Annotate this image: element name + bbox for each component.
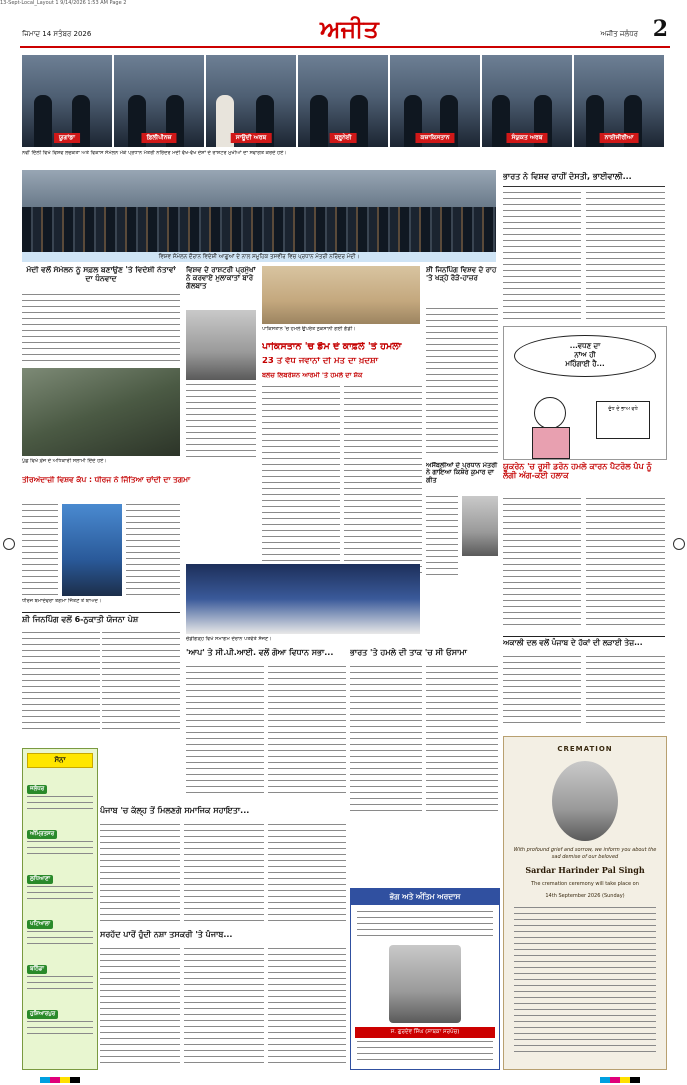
article-body [426, 308, 498, 458]
headline: ਪਾਕਿਸਤਾਨ 'ਚ ਡੈਮ ਦੇ ਕਾਫ਼ਲੇ 'ਤੇ ਹਮਲਾ [262, 342, 402, 352]
article-body [126, 504, 180, 596]
leader-photo [574, 55, 664, 147]
article-body [586, 498, 665, 628]
newspaper-logo: ਅਜੀਤ [320, 14, 379, 43]
cremation-date: 14th September 2026 (Sunday) [545, 893, 625, 899]
photo-caption: ਪੁੰਛ ਵਿਖੇ ਫ਼ੌਜ ਦੇ ਅਧਿਕਾਰੀ ਸਲਾਮੀ ਦਿੰਦੇ ਹੋਏ। [22, 458, 107, 464]
article-body [268, 666, 346, 798]
speech-bubble [514, 335, 656, 377]
headline: ਮੋਦੀ ਵਲੋਂ ਸੰਮੇਲਨ ਨੂੰ ਸਫ਼ਲ ਬਣਾਉਣ 'ਤੇ ਵਿਦੇਸ਼ੀ ਨੇਤਾਵਾਂ ਦਾ ਧੰਨਵਾਦ [26, 266, 176, 283]
portrait-photo [389, 945, 461, 1023]
article-body [100, 948, 180, 1068]
headline: ਸ਼ੀ ਜਿਨਪਿੰਗ ਵਿਸ਼ਵ ਦੇ ਰਾਹ 'ਤੇ ਖੜ੍ਹੇ ਰੋੜੇ-ਹਾਜ਼ਰ [426, 266, 497, 283]
deceased-name: Sardar Harinder Pal Singh [525, 865, 645, 875]
leader-photo [390, 55, 480, 147]
market-box-title: ਸੋਨਾ [27, 753, 93, 768]
top-photo-caption: ਨਵੀਂ ਦਿੱਲੀ ਵਿਖੇ ਵਿਸ਼ਵ ਲਚਕਤਾ ਅਤੇ ਵਿਕਾਸ ਸੰਮੇਲਨ ਮੌਕੇ ਪ੍ਰਧਾਨ ਮੰਤਰੀ ਨਰਿੰਦਰ ਮੋਦੀ ਵੱਖ-ਵੱਖ ਦੇਸ਼ਾਂ ਦੇ ਰਾਸ਼ਟਰ ਮੁਖੀਆਂ ਦਾ ਸਵਾਗਤ ਕਰਦੇ ਹੋਏ। [22, 150, 287, 156]
article-body [262, 386, 340, 576]
country-label: ਕਜ਼ਾਕਿਸਤਾਨ [415, 133, 454, 143]
country-label: ਸਾਊਦੀ ਅਰਬ [231, 133, 272, 143]
kicker: ਬਲੋਚ ਲਿਬਰੇਸ਼ਨ ਆਰਮੀ 'ਤੇ ਹਮਲੇ ਦਾ ਸ਼ੱਕ [262, 372, 363, 379]
country-label: ਫ਼ਿਲੀਪੀਨਜ਼ [141, 133, 176, 143]
article-body [22, 504, 58, 596]
right-top-headline: ਭਾਰਤ ਨੇ ਵਿਸ਼ਵ ਰਾਹੀਂ ਦੋਸਤੀ, ਭਾਈਵਾਲੀ... [503, 172, 665, 187]
headline: ਸਰਹੱਦ ਪਾਰੋਂ ਹੁੰਦੀ ਨਸ਼ਾ ਤਸਕਰੀ 'ਤੇ ਪੰਜਾਬ... [100, 930, 233, 939]
article-body [186, 666, 264, 798]
cartoon-body-icon [532, 427, 570, 459]
article-body [426, 496, 458, 576]
country-label: ਬ੍ਰੂਨੇਈ [330, 133, 357, 143]
article-body [586, 192, 665, 322]
headline: ਸ਼ੀ ਜਿਨਪਿੰਗ ਵਲੋਂ 6-ਨੁਕਾਤੀ ਯੋਜਨਾ ਪੇਸ਼ [22, 612, 180, 629]
article-body [268, 948, 346, 1068]
bhog-notice [350, 888, 500, 1070]
event-photo [186, 564, 420, 634]
article-body [184, 824, 264, 924]
cartoon [503, 326, 667, 460]
cartoon-line-2: ਨਾਂਅ ਹੀ [574, 351, 596, 359]
subheadline: 23 ਤੋਂ ਵੱਧ ਜਵਾਨਾਂ ਦੀ ਮੌਤ ਦਾ ਖ਼ਦਸ਼ਾ [262, 357, 379, 366]
group-photo [22, 170, 496, 262]
photo-caption: ਪਾਕਿਸਤਾਨ 'ਚ ਹਮਲੇ ਉਪਰੰਤ ਨੁਕਸਾਨੀ ਗਈ ਗੱਡੀ। [262, 326, 356, 332]
bhog-name: ਸ. ਗੁਰਦੇਵ ਸਿੰਘ (ਸਾਬਕਾ ਸਰਪੰਚ) [355, 1027, 495, 1038]
leader-photo [206, 55, 296, 147]
headline: ਅਸੈਂਬਲੀਆਂ ਦੇ ਪ੍ਰਧਾਨ ਮੰਤਰੀ ਨੇ ਗਾਇਆ ਕਿਸ਼ੋਰ ਕੁਮਾਰ ਦਾ ਗੀਤ [426, 462, 498, 484]
athlete-photo [62, 504, 122, 596]
city-tag: ਹੁਸ਼ਿਆਰਪੁਰ [27, 1010, 58, 1019]
country-label: ਨਾਈਜੀਰੀਆ [600, 133, 639, 143]
headline: ਤੀਰਅੰਦਾਜ਼ੀ ਵਿਸ਼ਵ ਕੱਪ : ਧੀਰਜ ਨੇ ਜਿੱਤਿਆ ਚਾਂਦੀ ਦਾ ਤਗਮਾ [22, 476, 191, 484]
country-label: ਸੰਯੁਕਤ ਅਰਬ [506, 133, 547, 143]
article-body [268, 824, 346, 924]
registration-mark-icon [3, 538, 15, 550]
photo-caption: ਚੰਡੀਗੜ੍ਹ ਵਿਖੇ ਸਮਾਗਮ ਦੌਰਾਨ ਪਤਵੰਤੇ ਸੱਜਣ। [186, 636, 272, 642]
city-tag: ਬਠਿੰਡਾ [27, 965, 47, 974]
headline: ਭਾਰਤ 'ਤੇ ਹਮਲੇ ਦੀ ਤਾਕ 'ਚ ਸੀ ਓਸਾਮਾ [350, 648, 467, 657]
article-body [184, 948, 264, 1068]
color-registration-bar [40, 1077, 80, 1083]
cartoon-face-icon [534, 397, 566, 429]
army-photo [22, 368, 180, 456]
leader-photo [298, 55, 388, 147]
top-photo-strip [22, 55, 664, 147]
masthead-date: ਜਿਮਾਦ 14 ਸਤੰਬਰ 2026 [22, 30, 92, 38]
article-body [586, 656, 665, 726]
city-tag: ਜਲੰਧਰ [27, 785, 47, 794]
article-body [100, 824, 180, 924]
portrait-photo [462, 496, 498, 556]
cremation-intro: With profound grief and sorrow, we inform you about the sad demise of our beloved [513, 847, 657, 860]
leader-photo [22, 55, 112, 147]
registration-mark-icon [673, 538, 685, 550]
accident-photo [262, 266, 420, 324]
portrait-photo [552, 761, 618, 841]
headline: ਯੂਕਰੇਨ 'ਚ ਰੂਸੀ ਡਰੋਨ ਹਮਲੇ ਕਾਰਨ ਪੈਟਰੋਲ ਪੰਪ ਨੂੰ ਲੱਗੀ ਅੱਗ-ਕਈ ਹਲਾਕ [503, 462, 652, 481]
article-body [22, 294, 180, 364]
city-tag: ਪਟਿਆਲਾ [27, 920, 53, 929]
article-body [186, 384, 256, 462]
cartoon-line-3: ਮਹਿੰਗਾਈ ਹੈ... [565, 360, 605, 368]
city-tag: ਲੁਧਿਆਣਾ [27, 875, 53, 884]
market-rates-box [22, 748, 98, 1070]
article-body [426, 666, 498, 816]
masthead-edition: ਅਜੀਤ ਜਲੰਧਰ [600, 30, 638, 38]
page-number: 2 [652, 16, 668, 42]
article-body [102, 632, 180, 730]
cremation-notice [503, 736, 667, 1070]
country-label: ਯੂਗਾਂਡਾ [54, 133, 80, 143]
leader-photo [482, 55, 572, 147]
article-body [503, 192, 581, 322]
city-tag: ਅੰਮ੍ਰਿਤਸਰ [27, 830, 57, 839]
headline: ਅਕਾਲੀ ਦਲ ਵਲੋਂ ਪੰਜਾਬ ਦੇ ਹੱਕਾਂ ਦੀ ਲੜਾਈ ਤੇਜ਼... [503, 636, 665, 653]
cartoon-line-1: ...ਵਧਣ ਦਾ [569, 342, 601, 350]
headline: 'ਆਪ' ਤੇ ਸੀ.ਪੀ.ਆਈ. ਵਲੋਂ ਗੋਆ ਵਿਧਾਨ ਸਭਾ... [186, 648, 334, 657]
headline: ਵਿਸ਼ਵ ਦੇ ਰਾਸ਼ਟਰੀ ਪ੍ਰਮੁੱਖਾਂ ਨੇ ਕਰਵਾਏ ਮੁਲਾਕਾਤਾਂ ਬਾਰੇ ਗੱਲਬਾਤ [186, 266, 256, 291]
leader-photo [114, 55, 204, 147]
color-registration-bar [600, 1077, 640, 1083]
bhog-heading: ਭੋਗ ਅਤੇ ਅੰਤਿਮ ਅਰਦਾਸ [351, 889, 499, 905]
article-body [22, 632, 100, 730]
masthead [20, 16, 670, 48]
article-body [350, 666, 422, 816]
cremation-details: The cremation ceremony will take place on [531, 881, 639, 887]
article-body [344, 386, 422, 576]
article-body [503, 656, 581, 726]
group-photo-caption: ਵਿਸ਼ਵ ਸੰਮੇਲਨ ਦੌਰਾਨ ਵਿਦੇਸ਼ੀ ਆਗੂਆਂ ਦੇ ਨਾਲ ਸਮੂਹਿਕ ਤਸਵੀਰ ਵਿਚ ਪ੍ਰਧਾਨ ਮੰਤਰੀ ਨਰਿੰਦਰ ਮੋਦੀ। [22, 252, 496, 262]
print-slug: 13-Sept-Local_Layout 1 9/14/2026 1:53 AM Page 2 [0, 0, 127, 6]
cremation-heading: CREMATION [557, 745, 613, 753]
article-body [503, 498, 581, 628]
headline: ਪੰਜਾਬ 'ਚ ਕੱਲ੍ਹ ਤੋਂ ਮਿਲਣਗੇ ਸਮਾਜਿਕ ਸਹਾਇਤਾ... [100, 806, 250, 815]
cartoon-sign: ਦੁੱਧ ਦੇ ਭਾਅ ਵਧੇ [596, 401, 650, 439]
photo-caption: ਧੀਰਜ ਬੋਮਾਦੇਵਰਾ ਤਗਮਾ ਜਿੱਤਣ ਤੋਂ ਬਾਅਦ। [22, 598, 102, 604]
portrait-photo [186, 310, 256, 380]
